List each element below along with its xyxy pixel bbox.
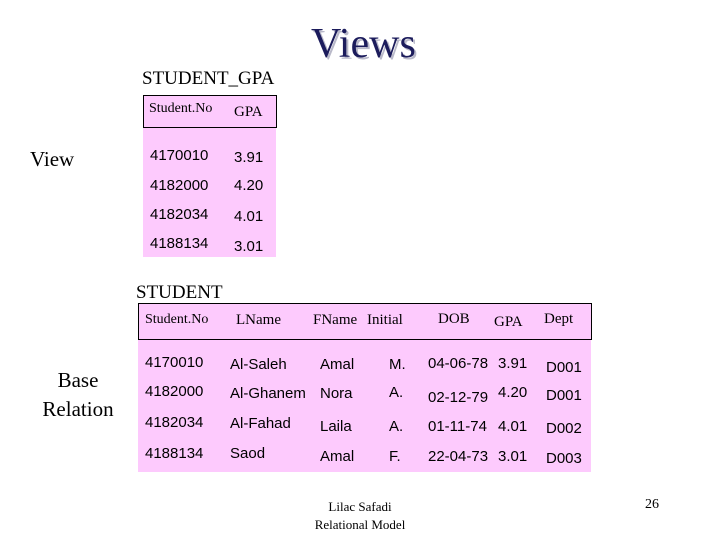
table-cell: Nora: [320, 385, 353, 402]
table-cell: F.: [389, 448, 401, 465]
table-cell: Al-Saleh: [230, 356, 287, 373]
table-cell: M.: [389, 356, 406, 373]
table-cell: 4182000: [150, 177, 209, 194]
base-col-lname: LName: [236, 312, 281, 328]
table-cell: 4.01: [498, 418, 528, 435]
table-cell: 4182034: [145, 414, 204, 431]
table-cell: D002: [546, 420, 582, 437]
table-cell: A.: [389, 384, 404, 401]
footer: [300, 498, 420, 534]
table-cell: 4188134: [145, 445, 204, 462]
table-cell: 4.20: [234, 177, 264, 194]
table-cell: D003: [546, 450, 582, 467]
table-cell: 22-04-73: [428, 448, 489, 465]
page-number: 26: [645, 497, 659, 512]
table-cell: 4.01: [234, 208, 264, 225]
table-cell: Saod: [230, 445, 266, 462]
footer-author: Lilac Safadi: [328, 499, 392, 514]
table-cell: D001: [546, 387, 582, 404]
table-cell: 3.01: [498, 448, 528, 465]
base-label-line1: Base: [57, 368, 99, 392]
view-col-gpa: GPA: [234, 104, 263, 120]
table-cell: 04-06-78: [428, 355, 489, 372]
base-table-name: STUDENT: [136, 282, 223, 303]
table-cell: 4188134: [150, 235, 209, 252]
table-cell: 4182000: [145, 383, 204, 400]
base-col-student-no: Student.No: [145, 312, 209, 327]
table-cell: 3.91: [234, 149, 264, 166]
table-cell: Laila: [320, 418, 352, 435]
table-cell: Al-Fahad: [230, 415, 291, 432]
table-cell: 3.91: [498, 355, 528, 372]
view-col-student-no: Student.No: [149, 101, 213, 116]
base-col-dept: Dept: [544, 311, 574, 327]
table-cell: Al-Ghanem: [230, 385, 306, 402]
base-label-line2: Relation: [42, 397, 114, 421]
table-cell: Amal: [320, 448, 355, 465]
page-title: Views: [311, 21, 416, 67]
table-cell: 4.20: [498, 384, 528, 401]
base-relation-label: [34, 366, 122, 424]
table-cell: 02-12-79: [428, 389, 489, 406]
footer-subtitle: Relational Model: [314, 517, 406, 532]
base-col-initial: Initial: [367, 312, 403, 328]
base-col-gpa: GPA: [494, 314, 523, 330]
table-cell: D001: [546, 359, 582, 376]
view-table-name: STUDENT_GPA: [142, 68, 275, 89]
base-col-fname: FName: [313, 312, 358, 328]
base-col-dob: DOB: [438, 311, 470, 327]
table-cell: Amal: [320, 356, 355, 373]
table-cell: A.: [389, 418, 404, 435]
table-cell: 4170010: [150, 147, 209, 164]
table-cell: 4182034: [150, 206, 209, 223]
table-cell: 4170010: [145, 354, 204, 371]
table-cell: 01-11-74: [428, 418, 487, 435]
view-label: View: [30, 147, 75, 171]
table-cell: 3.01: [234, 238, 264, 255]
